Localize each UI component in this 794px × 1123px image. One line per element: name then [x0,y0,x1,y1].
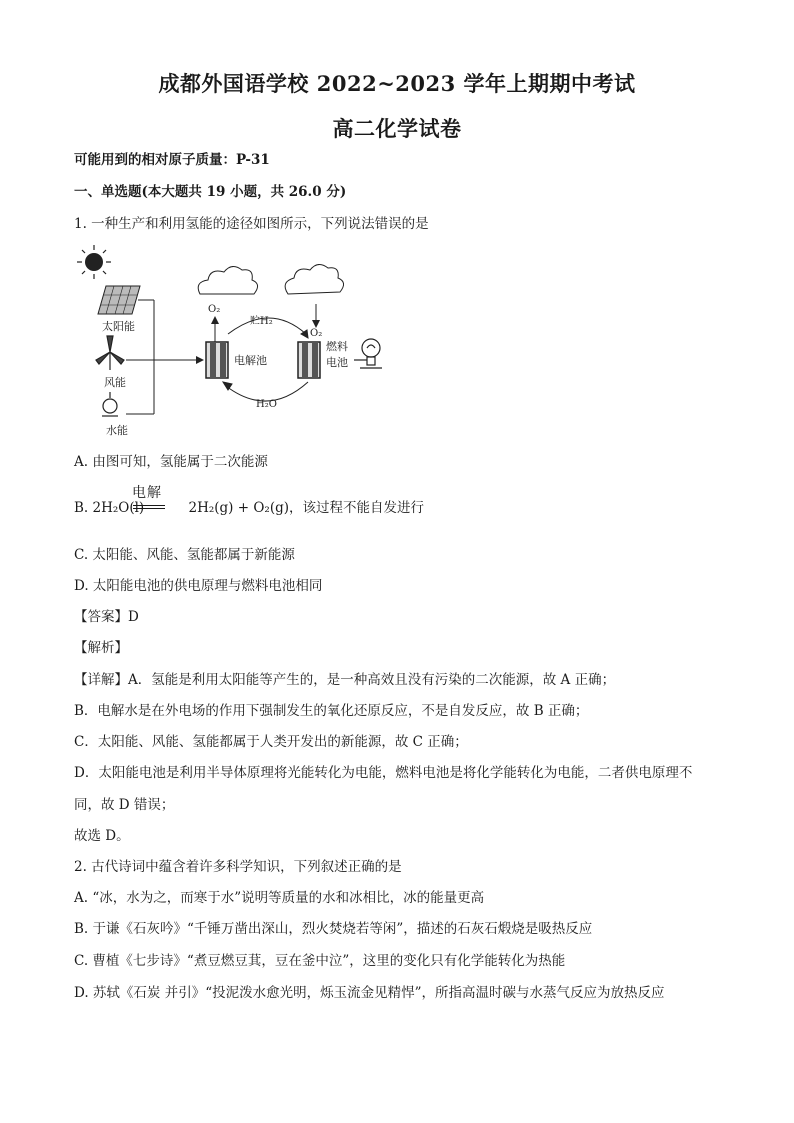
arrow-to-electrolyzer [154,356,204,364]
solar-panel-icon [98,286,154,314]
q2-option-b: B. 于谦《石灰吟》“千锤万凿出深山，烈火焚烧若等闲”，描述的石灰石煅烧是吸热反应 [74,921,593,937]
q1-detail-d-line1: D．太阳能电池是利用半导体原理将光能转化为电能，燃料电池是将化学能转化为电能，二者供电原理不 [74,765,693,781]
exam-title: 成都外国语学校 2022~2023 学年上期期中考试 [158,71,636,96]
fuel-cell-label-1: 燃料 [326,340,348,353]
hydro-label: 水能 [106,424,128,437]
o2-up-arrow [211,316,219,342]
o2-left-label: O₂ [208,304,221,315]
q1-option-b-suffix: 2H₂(g) + O₂(g)，该过程不能自发进行 [184,500,424,516]
q1-answer: 【答案】D [74,609,139,625]
q1-option-d: D. 太阳能电池的供电原理与燃料电池相同 [74,578,323,594]
q1-detail-c: C．太阳能、风能、氢能都属于人类开发出的新能源，故 C 正确； [74,734,468,750]
light-bulb-icon [354,339,382,368]
sun-icon [77,245,111,279]
question-1-stem: 1. 一种生产和利用氢能的途径如图所示，下列说法错误的是 [74,216,429,232]
wind-label: 风能 [104,376,126,389]
electrolyzer-icon [206,342,228,378]
q1-detail-a: 【详解】A．氢能是利用太阳能等产生的，是一种高效且没有污染的二次能源，故 A 正确； [74,672,616,688]
fuel-cell-icon [298,342,320,378]
q2-option-c: C. 曹植《七步诗》“煮豆燃豆萁，豆在釜中泣”，这里的变化只有化学能转化为热能 [74,953,566,969]
atomic-mass-note: 可能用到的相对原子质量：P-31 [74,152,270,168]
o2-down-arrow [312,304,320,328]
wind-turbine-icon [96,336,124,370]
cloud-icon [198,266,257,294]
question-2-stem: 2. 古代诗词中蕴含着许多科学知识，下列叙述正确的是 [74,859,402,875]
exam-subtitle: 高二化学试卷 [332,116,462,141]
electrolyzer-label: 电解池 [234,354,267,367]
o2-right-label: O₂ [310,328,323,339]
water-turbine-icon [102,392,118,416]
q1-detail-b: B．电解水是在外电场的作用下强制发生的氧化还原反应，不是自发反应，故 B 正确； [74,703,589,719]
fuel-cell-label-2: 电池 [326,356,348,369]
q2-option-d: D. 苏轼《石炭 并引》“投泥泼水愈光明，烁玉流金见精悍”，所指高温时碳与水蒸气反应为放热反应 [74,985,665,1001]
q1-conclusion: 故选 D。 [74,828,130,844]
q1-option-b-prefix: B. 2H₂O(l) [74,500,145,516]
q1-option-c: C. 太阳能、风能、氢能都属于新能源 [74,547,295,563]
q1-option-a: A. 由图可知，氢能属于二次能源 [74,454,268,470]
q2-option-a: A. “冰，水为之，而寒于水”说明等质量的水和冰相比，冰的能量更高 [74,890,485,906]
q1-detail-d-line2: 同，故 D 错误； [74,797,175,813]
q1-analysis-label: 【解析】 [74,640,128,656]
water-label: H₂O [256,399,277,410]
h2-storage-label: 贮H₂ [250,316,273,327]
solar-label: 太阳能 [102,320,135,333]
section-heading: 一、单选题(本大题共 19 小题，共 26.0 分) [74,184,347,200]
reaction-condition: 电解 [132,485,162,501]
cloud-icon [285,264,343,294]
hydrogen-energy-diagram [70,242,400,442]
energy-collector-lines [126,300,154,414]
q1-option-b [74,498,734,518]
